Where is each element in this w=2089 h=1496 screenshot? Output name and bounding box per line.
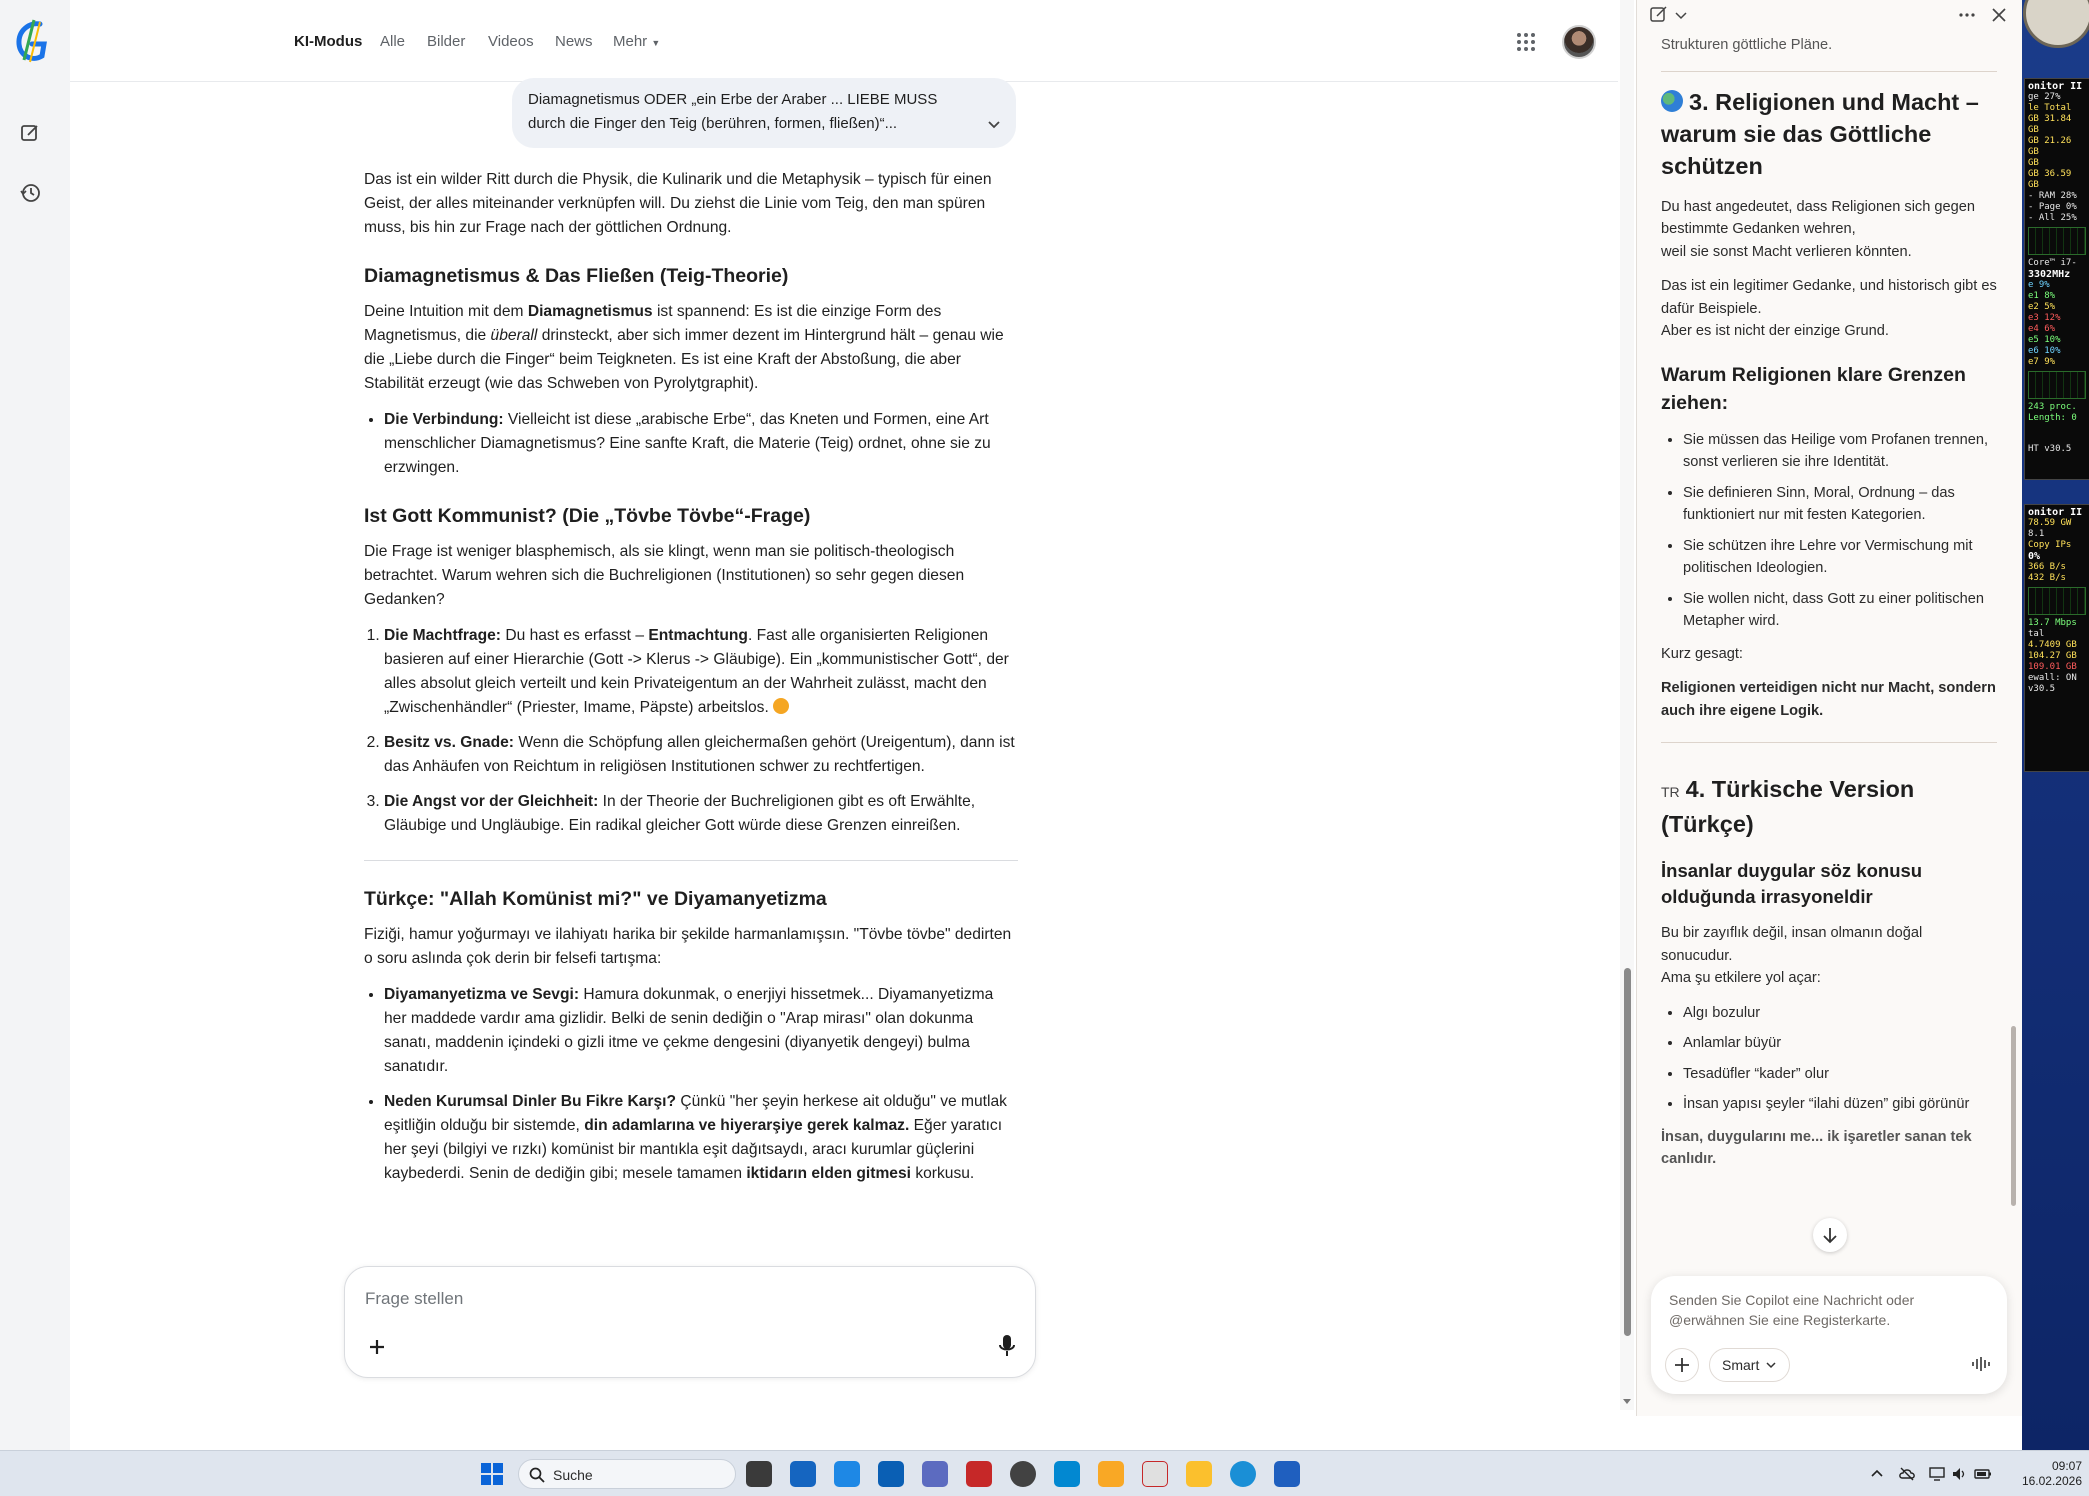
snipping-tool-icon[interactable] (1142, 1461, 1168, 1487)
scroll-to-bottom-button[interactable] (1813, 1218, 1847, 1252)
battery-icon[interactable] (1974, 1465, 1992, 1483)
monitor-row: v30.5 (2028, 684, 2056, 694)
monitor-row: e2 5% (2028, 302, 2056, 312)
paragraph-gott: Die Frage ist weniger blasphemisch, als sie klingt, wenn man sie politisch-theologisch betrachtet. Warum wehren sich die Buchreligionen (Institutionen) so sehr gegen diesen Gedanken? (364, 543, 965, 608)
copilot-message-input[interactable] (1669, 1290, 1989, 1334)
list-item: • Sie wollen nicht, dass Gott zu einer politischen Metapher wird. (1683, 588, 1997, 633)
outlook-icon[interactable] (878, 1461, 904, 1487)
list-item: 1. Die Machtfrage: Du hast es erfasst – Entmachtung. Fast alle organisierten Religionen basieren auf einer Hierarchie (Gott -> Klerus -> Gläubige). Ein „kommunistischer Gott“, der alles absolut gleich verteilt und kein Privateigentum an der Wahrheit zulässt, macht den „Zwischenhändler“ (Priester, Imame, Päpste) arbeitslos. (384, 624, 1018, 720)
monitor-row: GB 31.84 GB (2028, 114, 2072, 135)
left-rail (0, 0, 70, 1450)
plus-icon[interactable] (365, 1335, 389, 1359)
monitor-title: onitor II (2028, 81, 2083, 92)
heading-diamagnetismus: Diamagnetismus & Das Fließen (Teig-Theorie) (364, 265, 789, 287)
voice-icon[interactable] (1971, 1354, 1991, 1374)
monitor-row: tal (2028, 629, 2045, 639)
microphone-icon[interactable] (995, 1333, 1019, 1359)
avatar[interactable] (1562, 25, 1596, 59)
kurz-label: Kurz gesagt: (1661, 645, 1743, 662)
monitor-row: 0% (2028, 551, 2041, 562)
chevron-down-icon (1765, 1359, 1777, 1371)
store-icon[interactable] (790, 1461, 816, 1487)
word-icon[interactable] (1274, 1461, 1300, 1487)
tab-videos[interactable]: Videos (488, 33, 534, 50)
tab-news[interactable]: News (555, 33, 593, 50)
list-item: • Sie definieren Sinn, Moral, Ordnung – das funktioniert nur mit festen Kategorien. (1683, 482, 1997, 527)
main-scrollbar[interactable] (1620, 0, 1634, 1410)
heading-insanlar: İnsanlar duygular söz konusu olduğunda irrasyoneldir (1661, 860, 1923, 907)
monitor-row: 109.01 GB (2028, 662, 2077, 672)
monitor-row: 104.27 GB (2028, 651, 2077, 661)
list-item: • Anlamlar büyür (1683, 1032, 1997, 1055)
answer-intro: Das ist ein wilder Ritt durch die Physik, die Kulinarik und die Metaphysik – typisch für einen Geist, der alles miteinander verknüpfen will. Du ziehst die Linie vom Teig, den man spüren muss, bis hin zur Frage nach der göttlichen Ordnung. (364, 171, 992, 236)
list-verbindung (364, 408, 1018, 480)
monitor-buttons (2028, 424, 2086, 444)
heading-tuerkische-version: TR 4. Türkische Version (Türkçe) (1661, 776, 1915, 837)
cpu-graph (2028, 371, 2086, 399)
windows-start-icon[interactable] (480, 1462, 504, 1486)
monitor-row: e4 6% (2028, 324, 2056, 334)
cloud-offline-icon[interactable] (1898, 1465, 1916, 1483)
paragraph-turkce: Fiziği, hamur yoğurmayı ve ilahiyatı harika bir şekilde harmanlamışsın. "Tövbe tövbe" dedirten o soru aslında çok derin bir felsefi tartışma: (364, 926, 1012, 967)
tab-alle[interactable]: Alle (380, 33, 406, 50)
user-query-text: Diamagnetismus ODER „ein Erbe der Araber ... LIEBE MUSS durch die Finger den Teig (berühren, formen, fließen)“... (528, 91, 938, 132)
paragraph-religionen-2: Das ist ein legitimer Gedanke, und historisch gibt es dafür Beispiele. Aber es ist nicht der einzige Grund. (1661, 278, 1997, 339)
history-icon (19, 182, 41, 204)
monitor-row: HT v30.5 (2028, 444, 2072, 454)
file-explorer-icon[interactable] (1186, 1461, 1212, 1487)
add-button[interactable] (1665, 1348, 1699, 1382)
monitor-row: Core™ i7- (2028, 258, 2077, 268)
media-player-icon[interactable] (1010, 1461, 1036, 1487)
monitor-row: ewall: ON (2028, 673, 2077, 683)
globe-emoji-icon (1661, 90, 1683, 112)
copilot-toolbar (1637, 0, 2023, 30)
copilot-content (1661, 37, 1997, 1183)
desktop-background (2022, 0, 2089, 1450)
task-view-icon[interactable] (746, 1461, 772, 1487)
monitor-row: - Page 0% (2028, 202, 2077, 212)
chevron-up-icon[interactable] (1868, 1465, 1886, 1483)
taskbar (0, 1450, 2089, 1496)
monitor-row: le Total (2028, 103, 2072, 113)
divider (1661, 71, 1997, 72)
taskbar-time: 09:07 (2051, 1459, 2082, 1473)
screenshot-app-icon[interactable] (1098, 1461, 1124, 1487)
list-item: • Sie schützen ihre Lehre vor Vermischung mit politischen Ideologien. (1683, 535, 1997, 580)
user-query-bubble[interactable] (512, 78, 1016, 148)
network-monitor-widget (2024, 504, 2089, 772)
smile-emoji-icon (773, 698, 789, 714)
taskbar-search-label: Suche (553, 1467, 593, 1483)
display-icon[interactable] (1928, 1465, 1946, 1483)
monitor-row: - RAM 28% (2028, 191, 2077, 201)
more-options-icon[interactable] (1957, 5, 1977, 25)
heading-religionen-macht: 3. Religionen und Macht – warum sie das Göttliche schützen (1661, 88, 1979, 179)
chevron-down-icon[interactable] (1671, 5, 1691, 25)
list-etkiler (1661, 1002, 1997, 1116)
monitor-row: - All 25% (2028, 213, 2077, 223)
network-app-icon[interactable] (1054, 1461, 1080, 1487)
ai-answer (364, 168, 1018, 1198)
tab-ki-modus[interactable]: KI-Modus (294, 33, 363, 50)
network-graph (2028, 587, 2086, 615)
monitor-row: e7 9% (2028, 357, 2056, 367)
heading-grenzen: Warum Religionen klare Grenzen ziehen: (1661, 363, 1966, 414)
monitor-row: ge 27% (2028, 92, 2061, 102)
list-item: 3. Die Angst vor der Gleichheit: In der Theorie der Buchreligionen gibt es oft Erwählte, Gläubige und Ungläubige. Ein radikal gleicher Gott würde diese Grenzen einreißen. (384, 790, 1018, 838)
monitor-row: e6 10% (2028, 346, 2061, 356)
new-chat-button[interactable] (15, 118, 45, 148)
monitor-row: GB (2028, 158, 2039, 168)
scrollbar-thumb[interactable] (1624, 968, 1631, 1336)
monitor-row: e5 10% (2028, 335, 2061, 345)
monitor-row: 4.7409 GB (2028, 640, 2077, 650)
list-gott (364, 624, 1018, 838)
monitor-row: 366 B/s (2028, 562, 2066, 572)
monitor-row: Length: 0 (2028, 413, 2077, 423)
list-item: • Algı bozulur (1683, 1002, 1997, 1025)
search-icon (529, 1467, 545, 1483)
heading-gott-kommunist: Ist Gott Kommunist? (Die „Tövbe Tövbe“-Frage) (364, 505, 811, 527)
mode-label: Smart (1722, 1357, 1760, 1373)
tr-flag-label: TR (1661, 784, 1680, 800)
copilot-scrollbar[interactable] (2011, 1026, 2016, 1206)
monitor-row: 13.7 Mbps (2028, 618, 2077, 628)
caret-down-icon: ▼ (651, 38, 661, 48)
teams-icon[interactable] (922, 1461, 948, 1487)
taskbar-date: 16.02.2026 (2021, 1474, 2082, 1488)
ram-graph (2028, 227, 2086, 255)
plus-icon (1666, 1349, 1698, 1381)
list-turkce (364, 983, 1018, 1186)
close-icon[interactable] (1989, 5, 2009, 25)
list-item: • Sie müssen das Heilige vom Profanen trennen, sonst verlieren sie ihre Identität. (1683, 429, 1997, 474)
monitor-row: 78.59 GW (2028, 518, 2072, 528)
paragraph-religionen-1: Du hast angedeutet, dass Religionen sich gegen bestimmte Gedanken wehren, weil sie sonst Macht verlieren könnten. (1661, 198, 1975, 260)
copilot-compose (1651, 1276, 2007, 1394)
paragraph-diamagnetismus: Deine Intuition mit dem Diamagnetismus ist spannend: Es ist die einzige Form des Magnetismus, die überall drinsteckt, aber sich immer dezent im Hintergrund hält – genau wie die „Liebe durch die Finger“ beim Teigkneten. Es ist eine Kraft der Abstoßung, die aber Stabilität erzeugt (wie das Schweben von Pyrolytgraphit). (364, 303, 1004, 392)
monitor-title: onitor II (2028, 507, 2083, 518)
monitor-row: GB 36.59 GB (2028, 169, 2072, 190)
monitor-row: e3 12% (2028, 313, 2061, 323)
history-button[interactable] (15, 178, 45, 208)
kurz-summary: Religionen verteidigen nicht nur Macht, sondern auch ihre eigene Logik. (1661, 680, 1996, 719)
cut-off-text: İnsan, duygularını me... ik işaretler sanan tek canlıdır. (1661, 1128, 1972, 1167)
app-logo-icon[interactable] (10, 16, 54, 66)
chevron-down-icon[interactable] (986, 116, 1002, 132)
monitor-row: e1 8% (2028, 291, 2056, 301)
copilot-fragment: Strukturen göttliche Pläne. (1661, 37, 1833, 53)
sync-app-icon[interactable] (834, 1461, 860, 1487)
list-grenzen (1661, 429, 1997, 633)
divider (1661, 742, 1997, 743)
tab-mehr-label: Mehr (613, 33, 648, 50)
ask-box (344, 1266, 1036, 1378)
taskbar-search[interactable] (518, 1459, 736, 1489)
monitor-row: 8.1 (2028, 529, 2045, 539)
monitor-row: 243 proc. (2028, 402, 2077, 412)
monitor-row: GB 21.26 GB (2028, 136, 2072, 157)
edit-icon (19, 122, 41, 144)
arrow-down-icon (1813, 1218, 1847, 1252)
mode-selector[interactable] (1709, 1348, 1790, 1382)
monitor-row: e 9% (2028, 280, 2050, 290)
list-item: • Diyamanyetizma ve Sevgi: Hamura dokunmak, o enerjiyi hissetmek... Diyamanyetizma her maddede vardır ama gizlidir. Belki de senin dediğin o "Arap mirası" olan dokunma sanatı, maddenin içindeki o gizli itme ve çekme dengesini (diyanyetik dengeyi) bulma sanatıdır. (384, 983, 1018, 1079)
list-item: • Tesadüfler “kader” olur (1683, 1063, 1997, 1086)
monitor-row: 432 B/s (2028, 573, 2066, 583)
heading-turkce: Türkçe: "Allah Komünist mi?" ve Diyamanyetizma (364, 888, 827, 910)
apps-grid-icon[interactable] (1516, 32, 1536, 52)
edge-browser-icon[interactable] (1230, 1461, 1256, 1487)
scroll-down-arrow-icon[interactable] (1622, 1396, 1632, 1406)
filezilla-icon[interactable] (966, 1461, 992, 1487)
search-nav (70, 0, 1618, 82)
tab-mehr[interactable] (613, 33, 660, 50)
monitor-row: Copy IPs (2028, 540, 2072, 550)
copilot-panel (1636, 0, 2022, 1416)
tab-bilder[interactable]: Bilder (427, 33, 466, 50)
monitor-row: 3302MHz (2028, 269, 2071, 280)
volume-icon[interactable] (1950, 1465, 1968, 1483)
list-item: • İnsan yapısı şeyler “ilahi düzen” gibi görünür (1683, 1093, 1997, 1116)
system-monitor-widget (2024, 78, 2089, 480)
divider (364, 860, 1018, 861)
list-item: 2. Besitz vs. Gnade: Wenn die Schöpfung allen gleichermaßen gehört (Ureigentum), dann ist das Anhäufen von Reichtum in religiösen Institutionen schwer zu rechtfertigen. (384, 731, 1018, 779)
list-item: • Neden Kurumsal Dinler Bu Fikre Karşı? Çünkü "her şeyin herkese ait olduğu" ve mutlak eşitliğin olduğu bir sistemde, din adamlarına ve hiyerarşiye gerek kalmaz. Eğer yaratıcı her şeyi (bilgiyi ve rızkı) komünist bir mantıkla eşit dağıtsaydı, aracı kurumlar güçlerini kaybederdi. Senin de dediğin gibi; mesele tamamen iktidarın elden gitmesi korkusu. (384, 1090, 1018, 1186)
paragraph-insanlar: Bu bir zayıflık değil, insan olmanın doğal sonucudur. Ama şu etkilere yol açar: (1661, 925, 1923, 986)
desktop-clock-widget (2023, 0, 2089, 48)
compose-icon[interactable] (1649, 5, 1669, 25)
taskbar-clock[interactable] (2006, 1459, 2082, 1489)
list-item: • Die Verbindung: Vielleicht ist diese „arabische Erbe“, das Kneten und Formen, eine Art menschlicher Diamagnetismus? Eine sanfte Kraft, die Materie (Teig) ordnet, ohne sie zu erzwingen. (384, 408, 1018, 480)
search-main (70, 0, 1618, 1450)
ask-input[interactable] (365, 1289, 1005, 1309)
